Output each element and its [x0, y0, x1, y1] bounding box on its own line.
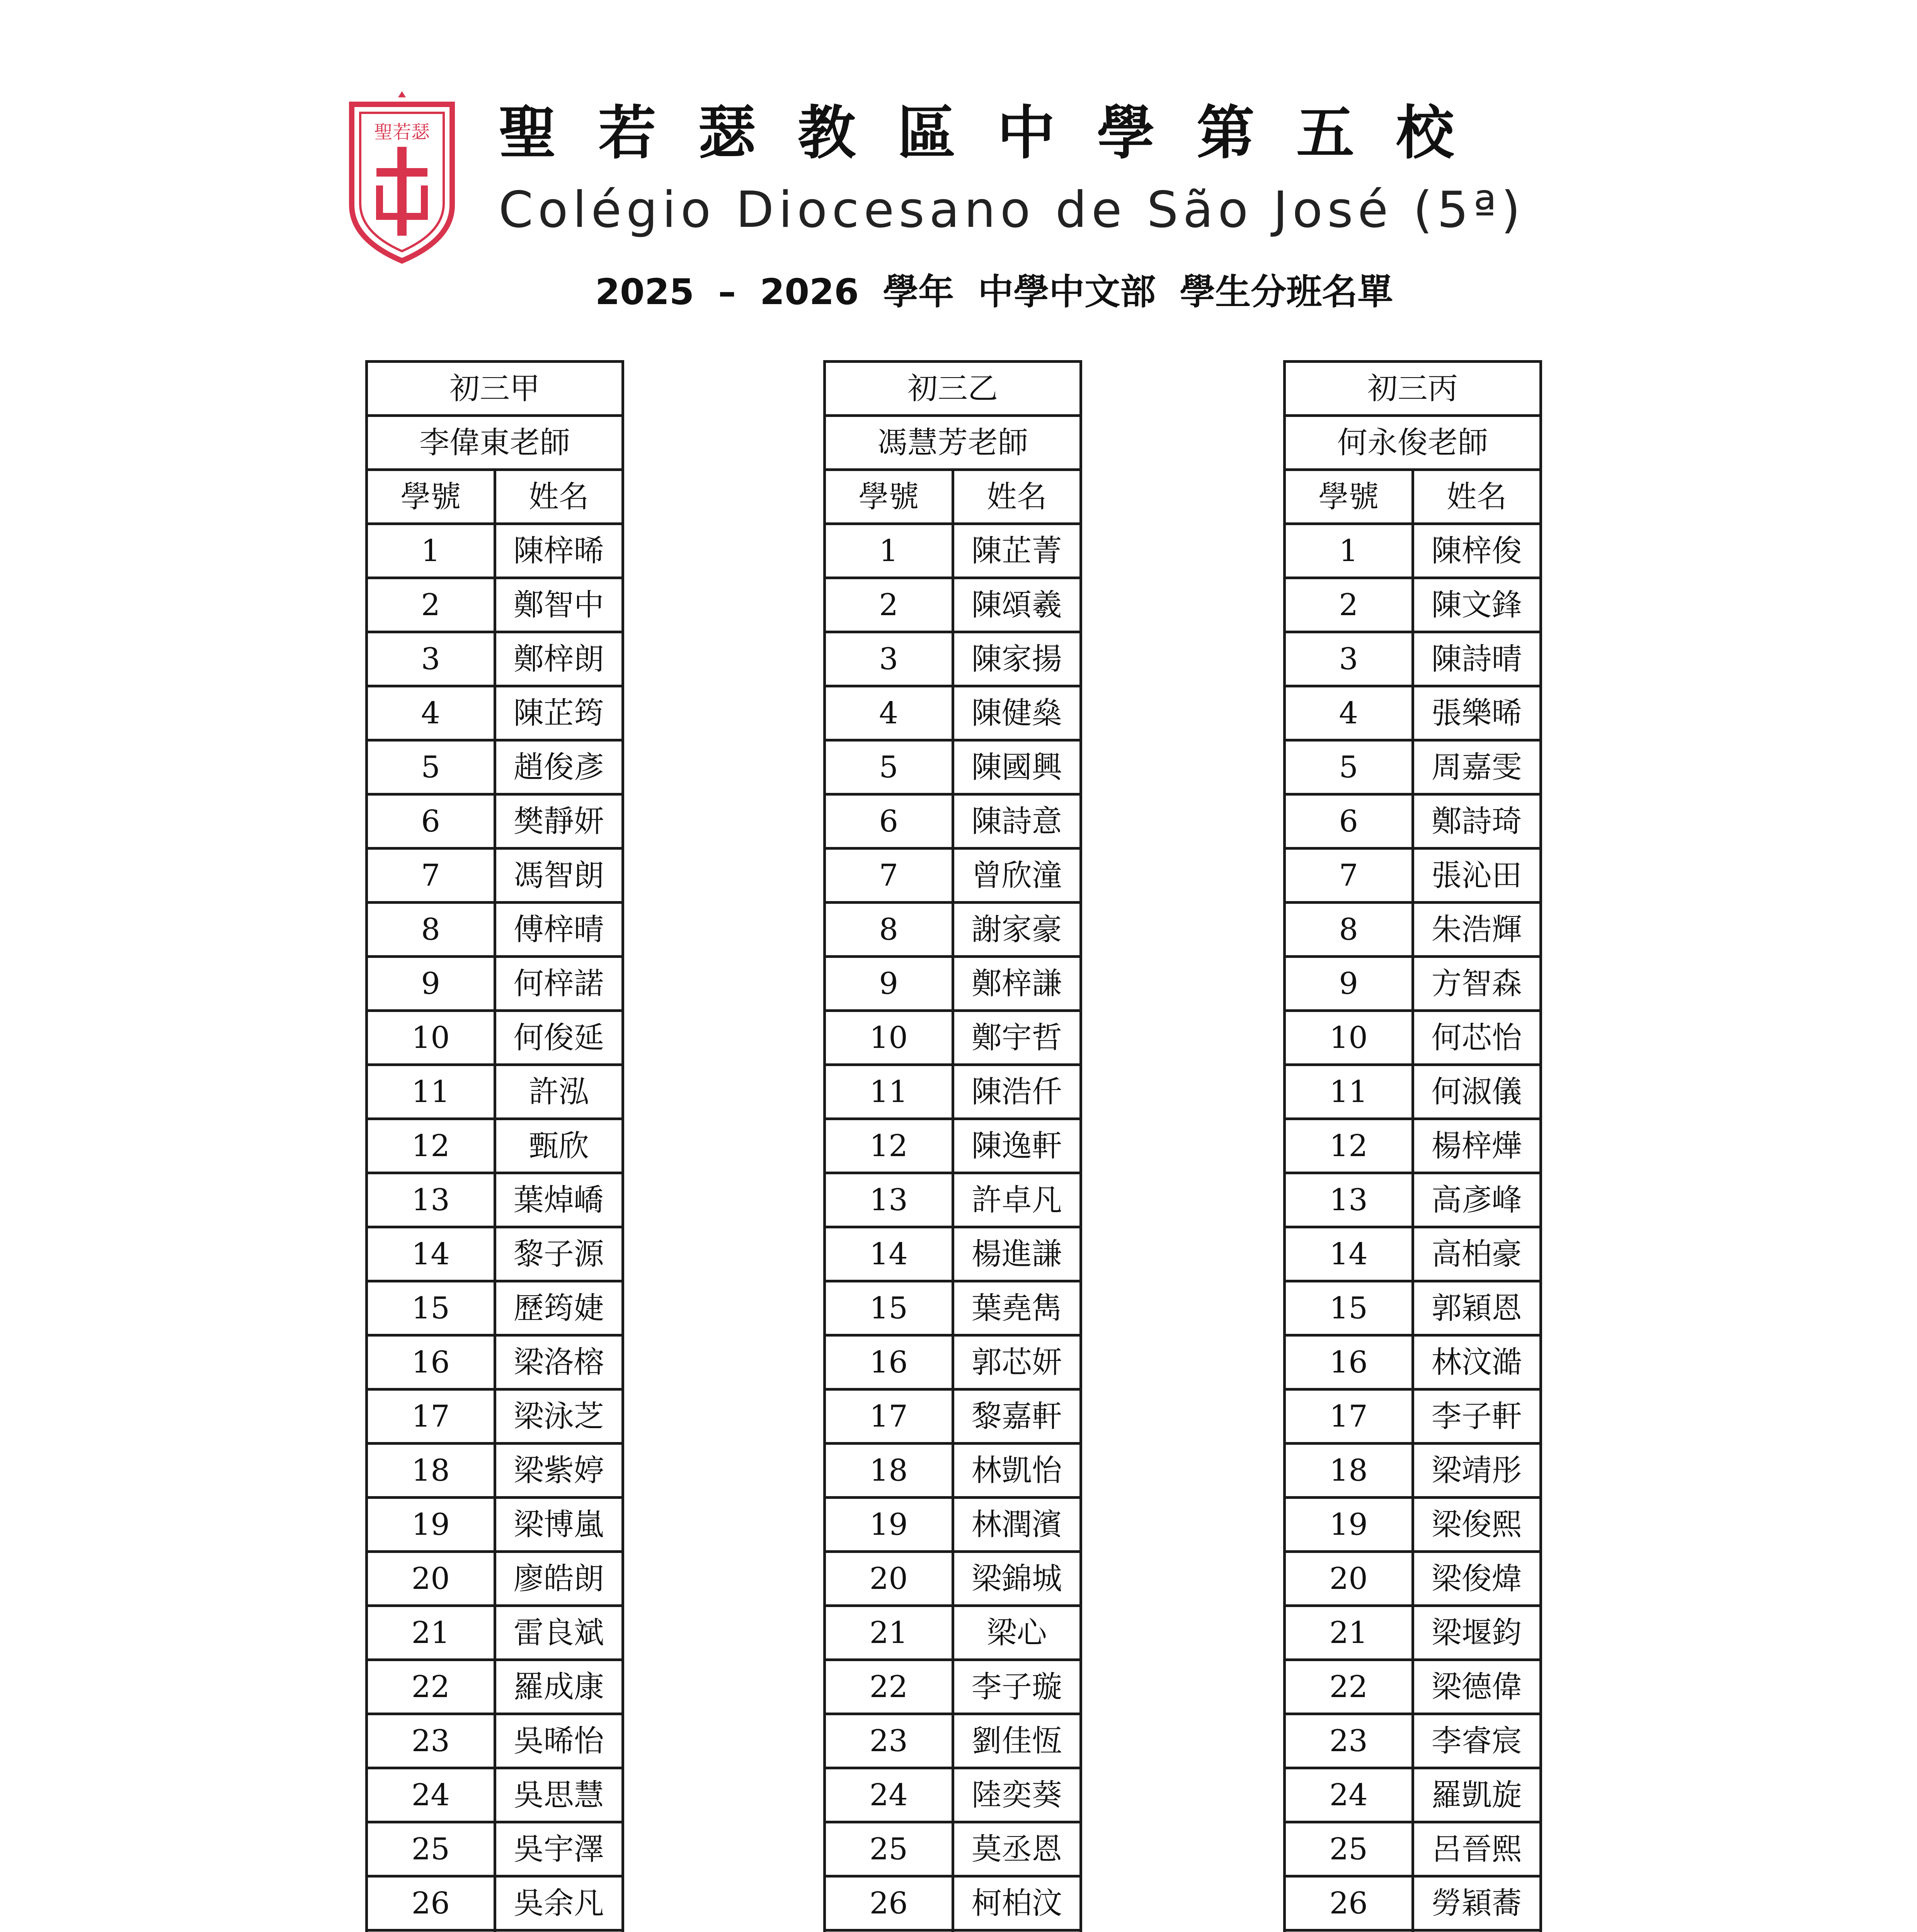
- student-number: 12: [1285, 1119, 1413, 1173]
- student-name: 何俊延: [495, 1011, 623, 1065]
- student-row: [367, 1173, 623, 1227]
- class-name: 初三甲: [367, 362, 623, 416]
- student-name: 周嘉雯: [1413, 740, 1541, 794]
- student-row: [367, 1227, 623, 1281]
- student-name: 吳余凡: [495, 1876, 623, 1930]
- student-number: 22: [367, 1660, 495, 1714]
- student-row: [367, 1876, 623, 1930]
- student-name: 李子軒: [1413, 1389, 1541, 1444]
- student-number: 24: [367, 1768, 495, 1822]
- student-number: 26: [825, 1876, 953, 1930]
- student-number: 25: [1285, 1822, 1413, 1876]
- student-name: 方智森: [1413, 957, 1541, 1011]
- student-name: 陳梓俊: [1413, 524, 1541, 578]
- student-name: 林潤濱: [953, 1498, 1081, 1552]
- student-number: 18: [1285, 1444, 1413, 1498]
- student-number: 26: [367, 1876, 495, 1930]
- school-name-portuguese: Colégio Diocesano de São José (5ª): [499, 181, 1525, 239]
- student-number: 17: [825, 1389, 953, 1444]
- student-name: 謝家豪: [953, 903, 1081, 957]
- student-name: 許卓凡: [953, 1173, 1081, 1227]
- student-number: 9: [1285, 957, 1413, 1011]
- student-row: [1285, 1444, 1541, 1498]
- student-row: [1285, 1011, 1541, 1065]
- student-number: 20: [1285, 1552, 1413, 1606]
- student-row: [825, 957, 1081, 1011]
- student-number: 3: [1285, 632, 1413, 686]
- student-row: [367, 1335, 623, 1389]
- student-name: 吳晞怡: [495, 1714, 623, 1768]
- student-row: [825, 686, 1081, 740]
- student-name: 柯柏汶: [953, 1876, 1081, 1930]
- student-number: 8: [1285, 903, 1413, 957]
- student-row: [825, 524, 1081, 578]
- column-header-row: [825, 470, 1081, 524]
- student-name: 楊進謙: [953, 1227, 1081, 1281]
- student-row: [1285, 903, 1541, 957]
- student-row: [825, 903, 1081, 957]
- student-row: [1285, 524, 1541, 578]
- student-name: 鄭宇哲: [953, 1011, 1081, 1065]
- student-row: [1285, 1227, 1541, 1281]
- student-row: [367, 957, 623, 1011]
- student-number: 16: [367, 1335, 495, 1389]
- student-name: 傅梓晴: [495, 903, 623, 957]
- student-number: 8: [825, 903, 953, 957]
- student-name: 馮智朗: [495, 849, 623, 903]
- student-row: [1285, 1714, 1541, 1768]
- student-name: 李睿宸: [1413, 1714, 1541, 1768]
- class-table: [1283, 360, 1542, 1932]
- student-row: [367, 1768, 623, 1822]
- student-number: 2: [825, 578, 953, 632]
- student-name: 林汶澔: [1413, 1335, 1541, 1389]
- student-number: 3: [825, 632, 953, 686]
- student-row: [825, 1498, 1081, 1552]
- student-name: 何芯怡: [1413, 1011, 1541, 1065]
- student-name: 陳頌羲: [953, 578, 1081, 632]
- student-number: 18: [367, 1444, 495, 1498]
- student-name: 梁紫婷: [495, 1444, 623, 1498]
- student-number: 21: [825, 1606, 953, 1660]
- student-number: 14: [367, 1227, 495, 1281]
- student-row: [367, 1011, 623, 1065]
- student-name: 林凱怡: [953, 1444, 1081, 1498]
- student-number: 21: [367, 1606, 495, 1660]
- student-name: 雷良斌: [495, 1606, 623, 1660]
- student-number: 12: [825, 1119, 953, 1173]
- student-number: 5: [367, 740, 495, 794]
- student-name: 甄欣: [495, 1119, 623, 1173]
- student-number: 26: [1285, 1876, 1413, 1930]
- class-name-row: [1285, 362, 1541, 416]
- student-name: 高柏豪: [1413, 1227, 1541, 1281]
- student-name: 歷筠婕: [495, 1281, 623, 1335]
- student-name: 高彥峰: [1413, 1173, 1541, 1227]
- student-name: 陳國興: [953, 740, 1081, 794]
- student-name: 梁泳芝: [495, 1389, 623, 1444]
- name-header: 姓名: [495, 470, 623, 524]
- student-number: 7: [1285, 849, 1413, 903]
- student-name: 陳文鋒: [1413, 578, 1541, 632]
- student-row: [367, 1606, 623, 1660]
- student-name: 莫丞恩: [953, 1822, 1081, 1876]
- student-name: 陳芷筠: [495, 686, 623, 740]
- student-number: 4: [1285, 686, 1413, 740]
- number-header: 學號: [367, 470, 495, 524]
- student-row: [825, 1227, 1081, 1281]
- class-name: 初三丙: [1285, 362, 1541, 416]
- student-name: 羅成康: [495, 1660, 623, 1714]
- student-row: [367, 1714, 623, 1768]
- student-row: [367, 1389, 623, 1444]
- student-number: 13: [825, 1173, 953, 1227]
- student-row: [367, 1552, 623, 1606]
- student-row: [1285, 1281, 1541, 1335]
- student-row: [367, 1444, 623, 1498]
- student-number: 18: [825, 1444, 953, 1498]
- student-name: 楊梓燁: [1413, 1119, 1541, 1173]
- student-number: 25: [825, 1822, 953, 1876]
- student-name: 陳逸軒: [953, 1119, 1081, 1173]
- student-name: 曾欣潼: [953, 849, 1081, 903]
- class-name: 初三乙: [825, 362, 1081, 416]
- student-number: 13: [367, 1173, 495, 1227]
- teacher-row: [1285, 416, 1541, 470]
- student-row: [1285, 794, 1541, 849]
- student-row: [367, 524, 623, 578]
- student-row: [367, 794, 623, 849]
- student-number: [825, 1930, 953, 1932]
- student-name: 陳芷菁: [953, 524, 1081, 578]
- student-number: 23: [367, 1714, 495, 1768]
- student-name: 鄭梓朗: [495, 632, 623, 686]
- student-name: 陸奕葵: [953, 1768, 1081, 1822]
- student-name: 梁俊熙: [1413, 1498, 1541, 1552]
- student-row: [825, 1119, 1081, 1173]
- student-name: 梁靖彤: [1413, 1444, 1541, 1498]
- student-number: 23: [825, 1714, 953, 1768]
- student-number: 15: [1285, 1281, 1413, 1335]
- student-name: 廖皓朗: [495, 1552, 623, 1606]
- student-number: 19: [367, 1498, 495, 1552]
- student-number: 6: [1285, 794, 1413, 849]
- student-row: [825, 1606, 1081, 1660]
- student-name: 鄭梓謙: [953, 957, 1081, 1011]
- student-number: 12: [367, 1119, 495, 1173]
- student-number: 14: [825, 1227, 953, 1281]
- student-name: 陳梓晞: [495, 524, 623, 578]
- teacher-name: 何永俊老師: [1285, 416, 1541, 470]
- student-number: 11: [367, 1065, 495, 1119]
- student-row: [367, 578, 623, 632]
- student-number: 10: [825, 1011, 953, 1065]
- student-row: [825, 1660, 1081, 1714]
- student-name: 郭穎恩: [1413, 1281, 1541, 1335]
- student-number: 8: [367, 903, 495, 957]
- student-number: 20: [367, 1552, 495, 1606]
- student-row: [825, 1768, 1081, 1822]
- student-row: [367, 1660, 623, 1714]
- student-number: 19: [825, 1498, 953, 1552]
- student-name: 吳宇澤: [495, 1822, 623, 1876]
- student-row: [825, 1389, 1081, 1444]
- student-row: [1285, 1389, 1541, 1444]
- student-number: 20: [825, 1552, 953, 1606]
- student-row: [1285, 1660, 1541, 1714]
- student-number: 15: [367, 1281, 495, 1335]
- student-row: [825, 1876, 1081, 1930]
- student-number: 25: [367, 1822, 495, 1876]
- student-row: [1285, 1119, 1541, 1173]
- student-name: 梁心: [953, 1606, 1081, 1660]
- student-number: 3: [367, 632, 495, 686]
- student-row: [1285, 578, 1541, 632]
- student-name: 梁錦城: [953, 1552, 1081, 1606]
- name-header: 姓名: [1413, 470, 1541, 524]
- student-row: [367, 1930, 623, 1932]
- teacher-name: 馮慧芳老師: [825, 416, 1081, 470]
- student-row: [367, 740, 623, 794]
- student-number: 14: [1285, 1227, 1413, 1281]
- student-row: [825, 632, 1081, 686]
- student-number: 11: [825, 1065, 953, 1119]
- student-row: [367, 903, 623, 957]
- student-number: 1: [825, 524, 953, 578]
- student-name: 何淑儀: [1413, 1065, 1541, 1119]
- student-number: 1: [367, 524, 495, 578]
- student-row: [825, 1281, 1081, 1335]
- student-name: 葉焯嶠: [495, 1173, 623, 1227]
- student-number: 22: [1285, 1660, 1413, 1714]
- student-row: [367, 1119, 623, 1173]
- student-number: 6: [367, 794, 495, 849]
- student-name: 張沁田: [1413, 849, 1541, 903]
- student-name: 陳詩意: [953, 794, 1081, 849]
- student-row: [367, 686, 623, 740]
- student-number: 9: [825, 957, 953, 1011]
- student-name: 梁博嵐: [495, 1498, 623, 1552]
- student-number: [367, 1930, 495, 1932]
- student-number: 15: [825, 1281, 953, 1335]
- student-row: [825, 1444, 1081, 1498]
- number-header: 學號: [1285, 470, 1413, 524]
- student-row: [1285, 686, 1541, 740]
- student-row: [1285, 1822, 1541, 1876]
- student-number: 7: [825, 849, 953, 903]
- student-number: 2: [1285, 578, 1413, 632]
- student-name: 葉堯雋: [953, 1281, 1081, 1335]
- student-name: 許泓: [495, 1065, 623, 1119]
- student-number: 19: [1285, 1498, 1413, 1552]
- student-name: 梁洛榕: [495, 1335, 623, 1389]
- student-name: 呂晉熙: [1413, 1822, 1541, 1876]
- student-row: [367, 1822, 623, 1876]
- student-row: [825, 849, 1081, 903]
- class-name-row: [367, 362, 623, 416]
- student-row: [825, 578, 1081, 632]
- student-name: [495, 1930, 623, 1932]
- student-number: 17: [1285, 1389, 1413, 1444]
- student-number: 5: [1285, 740, 1413, 794]
- number-header: 學號: [825, 470, 953, 524]
- student-name: 陳浩仟: [953, 1065, 1081, 1119]
- student-row: [825, 1335, 1081, 1389]
- student-name: 羅凱旋: [1413, 1768, 1541, 1822]
- student-name: 樊靜妍: [495, 794, 623, 849]
- student-name: 劉佳恆: [953, 1714, 1081, 1768]
- teacher-row: [825, 416, 1081, 470]
- student-number: 10: [367, 1011, 495, 1065]
- student-number: 5: [825, 740, 953, 794]
- student-name: 張樂晞: [1413, 686, 1541, 740]
- logo-text: 聖若瑟: [374, 121, 430, 143]
- student-name: [1413, 1930, 1541, 1932]
- student-name: 李子璇: [953, 1660, 1081, 1714]
- student-name: 吳思慧: [495, 1768, 623, 1822]
- student-name: 梁俊煒: [1413, 1552, 1541, 1606]
- student-row: [1285, 849, 1541, 903]
- class-table: [365, 360, 624, 1932]
- student-row: [825, 1822, 1081, 1876]
- student-name: 黎子源: [495, 1227, 623, 1281]
- student-row: [1285, 1173, 1541, 1227]
- student-row: [367, 1498, 623, 1552]
- student-name: 趙俊彥: [495, 740, 623, 794]
- student-number: 11: [1285, 1065, 1413, 1119]
- student-name: 勞穎蕎: [1413, 1876, 1541, 1930]
- student-number: 1: [1285, 524, 1413, 578]
- school-name-chinese: 聖若瑟教區中學第五校: [499, 100, 1496, 167]
- student-name: 郭芯妍: [953, 1335, 1081, 1389]
- student-row: [367, 1281, 623, 1335]
- student-number: 16: [825, 1335, 953, 1389]
- student-row: [1285, 740, 1541, 794]
- student-name: [953, 1930, 1081, 1932]
- student-name: 陳詩晴: [1413, 632, 1541, 686]
- student-row: [1285, 1768, 1541, 1822]
- student-row: [825, 1011, 1081, 1065]
- student-number: 6: [825, 794, 953, 849]
- student-number: 13: [1285, 1173, 1413, 1227]
- student-number: 24: [1285, 1768, 1413, 1822]
- student-number: 16: [1285, 1335, 1413, 1389]
- student-row: [825, 1552, 1081, 1606]
- student-row: [1285, 1876, 1541, 1930]
- student-name: 何梓諾: [495, 957, 623, 1011]
- student-row: [1285, 632, 1541, 686]
- student-row: [825, 1065, 1081, 1119]
- student-number: 4: [825, 686, 953, 740]
- student-number: 2: [367, 578, 495, 632]
- student-row: [1285, 1930, 1541, 1932]
- student-row: [1285, 1552, 1541, 1606]
- column-header-row: [1285, 470, 1541, 524]
- teacher-name: 李偉東老師: [367, 416, 623, 470]
- student-row: [1285, 1498, 1541, 1552]
- student-number: 10: [1285, 1011, 1413, 1065]
- class-table: [823, 360, 1082, 1932]
- student-row: [367, 849, 623, 903]
- student-row: [825, 1173, 1081, 1227]
- student-name: 朱浩輝: [1413, 903, 1541, 957]
- student-number: [1285, 1930, 1413, 1932]
- student-name: 陳家揚: [953, 632, 1081, 686]
- student-row: [1285, 957, 1541, 1011]
- student-name: 陳健燊: [953, 686, 1081, 740]
- student-number: 22: [825, 1660, 953, 1714]
- student-number: 9: [367, 957, 495, 1011]
- school-logo: [336, 89, 468, 267]
- student-row: [825, 1714, 1081, 1768]
- student-row: [367, 632, 623, 686]
- list-title: 2025 – 2026 學年 中學中文部 學生分班名單: [595, 271, 1393, 313]
- student-row: [1285, 1335, 1541, 1389]
- name-header: 姓名: [953, 470, 1081, 524]
- class-name-row: [825, 362, 1081, 416]
- column-header-row: [367, 470, 623, 524]
- student-number: 24: [825, 1768, 953, 1822]
- student-number: 7: [367, 849, 495, 903]
- student-name: 鄭詩琦: [1413, 794, 1541, 849]
- student-row: [367, 1065, 623, 1119]
- student-row: [825, 1930, 1081, 1932]
- teacher-row: [367, 416, 623, 470]
- student-number: 17: [367, 1389, 495, 1444]
- student-number: 23: [1285, 1714, 1413, 1768]
- student-row: [825, 794, 1081, 849]
- student-row: [825, 740, 1081, 794]
- student-name: 黎嘉軒: [953, 1389, 1081, 1444]
- student-name: 鄭智中: [495, 578, 623, 632]
- student-row: [1285, 1606, 1541, 1660]
- student-name: 梁德偉: [1413, 1660, 1541, 1714]
- student-number: 21: [1285, 1606, 1413, 1660]
- student-row: [1285, 1065, 1541, 1119]
- student-name: 梁堰鈞: [1413, 1606, 1541, 1660]
- student-number: 4: [367, 686, 495, 740]
